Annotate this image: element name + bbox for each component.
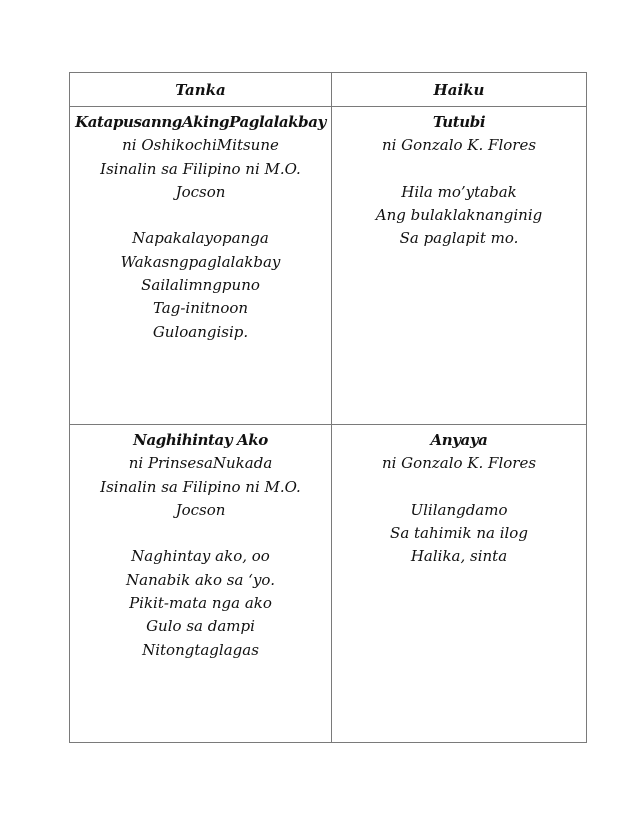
poem-line: Isinalin sa Filipino ni M.O.: [100, 159, 301, 178]
poem-line: [332, 158, 586, 181]
poem-line: Ang bulaklaknanginig: [375, 206, 543, 225]
poem-line: [70, 204, 331, 227]
poem-author: ni PrinsesaNukada: [128, 454, 273, 473]
poem-title: KatapusanngAkingPaglalakbay: [75, 113, 326, 131]
poem-line: Sailalimngpuno: [141, 276, 260, 295]
tanka-cell: [70, 425, 332, 743]
poem-line: Gulo sa dampi: [146, 617, 255, 636]
poem-line: Tag-initnoon: [152, 299, 249, 318]
header-haiku: Haiku: [332, 73, 587, 107]
poem-line: Isinalin sa Filipino ni M.O.: [100, 477, 301, 496]
tanka-cell: [70, 107, 332, 425]
haiku-cell: [332, 425, 587, 743]
haiku-cell: [332, 107, 587, 425]
poem-title: Naghihintay Ako: [133, 431, 268, 449]
poem-author: ni Gonzalo K. Flores: [381, 136, 537, 155]
poem-author: ni Gonzalo K. Flores: [381, 454, 537, 473]
poem-title: Tutubi: [432, 113, 486, 131]
poem-line: Hila mo’ytabak: [401, 182, 517, 201]
poem-line: Ulilangdamo: [410, 500, 508, 519]
poem-line: [332, 476, 586, 499]
header-tanka: Tanka: [70, 73, 332, 107]
poem-line: Sa paglapit mo.: [399, 229, 519, 248]
table-row: [70, 425, 587, 743]
poem-table: [69, 72, 587, 743]
header-row: [70, 73, 587, 107]
poem-line: Jocson: [175, 182, 226, 201]
table-row: [70, 107, 587, 425]
poem-line: Nitongtaglagas: [142, 640, 259, 659]
poem-line: Napakalayopanga: [132, 229, 269, 248]
poem-title: Anyaya: [430, 431, 488, 449]
poem-line: Naghintay ako, oo: [131, 547, 270, 566]
poem-line: Halika, sinta: [410, 547, 508, 566]
poem-line: Guloangisip.: [152, 322, 249, 341]
poem-line: Jocson: [175, 500, 226, 519]
poem-line: Sa tahimik na ilog: [390, 524, 528, 543]
poem-line: [70, 522, 331, 545]
poem-line: Pikit-mata nga ako: [129, 594, 272, 613]
poem-line: Wakasngpaglalakbay: [120, 252, 281, 271]
poem-line: Nanabik ako sa ‘yo.: [126, 570, 275, 589]
poem-author: ni OshikochiMitsune: [122, 136, 279, 155]
